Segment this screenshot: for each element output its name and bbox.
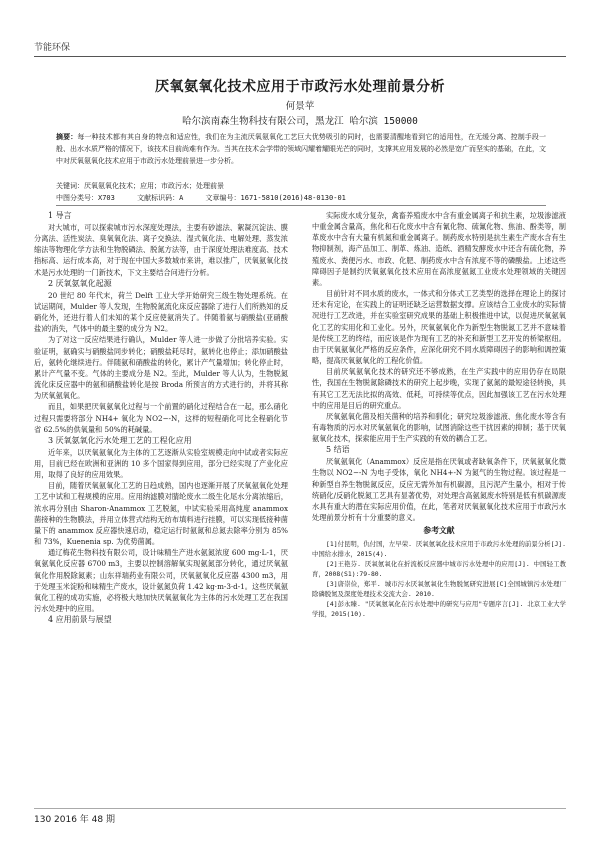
paragraph: 厌氧氨氧化菌及相关菌种的培养和驯化；研究垃圾渗滤液、焦化废水等含有有毒物质的污水对厌氧氨氧化的影响，试图消除这些干扰因素的抑制；基于厌氧氨氧化技术，探索能应用于生产实践的有效的耦合工艺。 — [312, 411, 566, 444]
keywords-label: 关键词： — [56, 182, 84, 190]
paragraph: 对大城市，可以探索城市污水深度处理法，主要有砂滤法、絮凝沉淀法、膜分离法、活性炭法、臭氧氧化法、离子交换法、湿式氧化法、电解处理、蒸发浓缩法等物理化学方法和生物脱磷法、脱氮方法等，由于深度处理法难度高、技术指标高、运行成本高，对于现在中国大多数城市来讲，难以推广，厌氧氨氧化技术是污水处理的一门新技术，下文主要结合问进行分析。 — [34, 223, 288, 277]
keywords-text: 厌氧氨氧化技术；应用；市政污水；处理前景 — [84, 182, 224, 190]
clc-number: 中图分类号：X703 — [56, 194, 115, 202]
article-title: 厌氧氨氧化技术应用于市政污水处理前景分析 — [155, 79, 445, 95]
reference-item: [4]彭永臻. "厌氧氨氧化在污水处理中的研究与应用"专题序言[J]. 北京工业大学学报，2015(10). — [312, 600, 566, 619]
paragraph: 厌氧氨氧化（Anammox）反应是指在厌氧或者缺氧条件下，厌氧氨氧化微生物以 NO2−-N 为电子受体，氧化 NH4+-N 为氮气的生物过程。该过程是一种新型自养生物脱氮反应，反应无需外加有机碳源，且污泥产生量小，相对于传统硝化/反硝化脱氮工艺具有显著优势，对处理含高氨氮废水特别是低有机碳源废水具有重大的潜在实际应用价值，在此，笔者对厌氧氨氧化技术应用于市政污水处理前景分析有十分重要的意义。 — [312, 457, 566, 523]
left-column — [34, 210, 288, 626]
paragraph: 近年来，以厌氧氨氧化为主体的工艺逐渐从实验室规模走向中试或者实际应用，目前已经在欧洲和亚洲的 10 多个国家得到应用，部分已经实现了产业化应用，取得了良好的应用效果。 — [34, 447, 288, 480]
abstract-text: 每一种技术都有其自身的特点和适应性，我们在为主流厌氧氨氧化工艺巨大优势吸引的同时，也需要清醒地看到它的适用性，在无缓分离、控制手段一般、出水水质严格的情况下，该技术目前尚难有作为。当其在技术会学带的领域闪耀着耀眼光芒的同时，支撑其应用发展的必然是宽广而坚实的基础，在此，文中对厌氧氨氧化技术应用于市政污水处理前景进一步分析。 — [56, 133, 547, 165]
paragraph: 实际废水成分复杂，禽畜养殖废水中含有重金属离子和抗生素，垃圾渗滤液中重金属含量高，焦化和石化废水中含有氰化物、硫氰化物、焦油、酚类等，制革废水中含有大量有机氮和重金属离子。制药废水特别是抗生素生产废水含有生物抑制剂，海产品加工、制革、炼油、造纸、酒精发酵废水中还含有硫化物，养殖废水、粪便污水、市政、化肥、制药废水中含有浓度不等的磷酸盐。上述这些障碍因子是制约厌氧氨氧化技术应用在高浓度氨氮工业废水处理领域的关键因素。 — [312, 211, 566, 287]
abstract — [56, 132, 546, 167]
section-heading: 1 导言 — [48, 211, 72, 220]
header-rule — [34, 56, 566, 57]
paragraph: 为了对这一反应结果进行确认，Mulder 等人进一步做了分批培养实验。实验证明，氨确实与硝酸盐同步转化；硝酸盐耗尽时，氨转化也停止；添加硝酸盐后，氨转化继续进行。伴随氨和硝酸盐的转化，累计产气量增加；转化停止时，累计产气量不变。气体的主要成分是 N2。至此，Mulder 等人认为，生物脱氮流化床反应器中的氨和硝酸盐转化是按 Broda 所预言的方式进行的，并将其称为厌氧氨氧化。 — [34, 335, 288, 401]
paragraph: 而且，如果把厌氧氨氧化过程与一个前置的硝化过程结合在一起，那么硝化过程只需要将部分 NH4+ 氧化为 NO2−-N，这样的短程硝化可比全程硝化节省 62.5%的供氧量和 50%的耗碱量。 — [34, 402, 288, 434]
paragraph: 通辽梅花生物科技有限公司，设计味精生产进水氨氮浓度 600 mg·L-1，厌氧氨氧化反应器 6700 m3，主要以控制溶解氧实现氨氮部分转化，通过厌氧氨氧化作用脱除氮素；山东祥瑞药业有限公司，厌氧氨氧化反应器 4300 m3，用于处理玉米淀粉和味精生产废水，设计氨氮负荷 1.42 kg·m-3·d-1。这些厌氧氨氧化工程的成功实施，必将极大地加快厌氧氨氧化为主体的污水处理工艺在我国污水处理中的应用。 — [34, 548, 288, 613]
section-tag: 节能环保 — [34, 43, 71, 53]
abstract-label: 摘要： — [56, 133, 78, 141]
section-heading: 4 应用前景与展望 — [48, 615, 112, 625]
abstract-rule — [56, 205, 546, 206]
article-affiliation: 哈尔滨南森生物科技有限公司，黑龙江 哈尔滨 150000 — [182, 116, 418, 127]
paragraph: 目前厌氧氨氧化技术的研究还不够成熟，在生产实践中的应用仍存在局限性，我国在生物脱氮除磷技术的研究上起步晚，实现了氨氮的最短途径转换，具有其它工艺无法比拟的高效、低耗，可持续等优点，因此加强该工艺在污水处理中的应用是目后的研究重点。 — [312, 367, 566, 410]
paragraph: 目前，随着厌氧氨氧化工艺的日趋成熟，国内也逐渐开展了厌氧氨氧化处理工艺中试和工程规模的应用。应用纳滤膜对腈纶废水二级生化尾水分离浓缩后，浓水再分别由 Sharon-Anammox 工艺脱氮，中试实验采用高纯度 anammox 菌接种的生物膜法，并用立体营式结构无纺布填料进行挂膜，可以实现低接种菌量下的 anammox 反应器快速启动，稳定运行时氨氮和总氮去除率分别为 85%和 73%，Kuenenia sp. 为优势菌属。 — [34, 481, 288, 547]
article-number: 文章编号：1671-5810(2016)48-0130-01 — [205, 194, 346, 202]
classification-line — [56, 193, 546, 204]
section-heading: 2 厌氧氨氧化起源 — [48, 278, 112, 288]
footer-rule — [34, 808, 566, 809]
reference-item: [3]唐崇俭，郑平. 城市污水厌氧氨氧化生物脱氮研究进展[C]全国城镇污水处理厂除磷脱氮及深度处理技术交流大会. 2010. — [312, 580, 566, 599]
paragraph: 20 世纪 80 年代末，荷兰 Delft 工业大学开始研究三级生物处理系统。在试运期间，Mulder 等人发现，生物脱氮流化床反应器除了进行人们所熟知的反硝化外，还进行着人们未知的某个反应使氨消失了。伴随着氨与硝酸盐(亚硝酸盐)的消失，气体中的最主要的成分为 N2。 — [34, 290, 288, 334]
page-footer: 130 2016 年 48 期 — [34, 815, 115, 825]
article-author: 何景苹 — [285, 101, 315, 112]
right-column — [312, 210, 566, 619]
reference-item: [1]付昆明，仇付国，左早荣. 厌氧氨氧化技术应用于市政污水处理的前景分析[J]. 中国给水排水，2015(4). — [312, 540, 566, 559]
keywords — [56, 181, 546, 192]
section-heading: 5 结语 — [326, 445, 350, 455]
section-heading: 3 厌氧氨氧化污水处理工艺的工程化应用 — [48, 435, 192, 445]
document-code: 文献标识码：A — [137, 194, 184, 202]
reference-item: [2]王艳芬. 厌氧氨氧化在折流板反应器中城市污水处理中的应用[J]. 中国轻工教育，2008(S1):79-80. — [312, 560, 566, 579]
paragraph: 目前针对不同水质的废水，一体式和分体式工艺类型的选择在理论上的探讨还未有定论，在实践上的证明还缺乏运营数据支撑。应该结合工业废水的实际情况进行工艺改进，并在实验室研究成果的基础上积极推进中试，以促进厌氧氨氧化工艺的实用化和工业化。另外，厌氧氨氧化作为新型生物脱氮工艺并不意味着是传统工艺的终结，而应该是作为现有工艺的补充和新型工艺开发的桥梁枢纽。由于厌氧氨氧化严格的反应条件，应深化研究不同水质障碍因子的影响和调控策略，提高厌氧氨氧化的工程化价值。 — [312, 289, 566, 366]
references-heading: 参考文献 — [423, 526, 455, 536]
